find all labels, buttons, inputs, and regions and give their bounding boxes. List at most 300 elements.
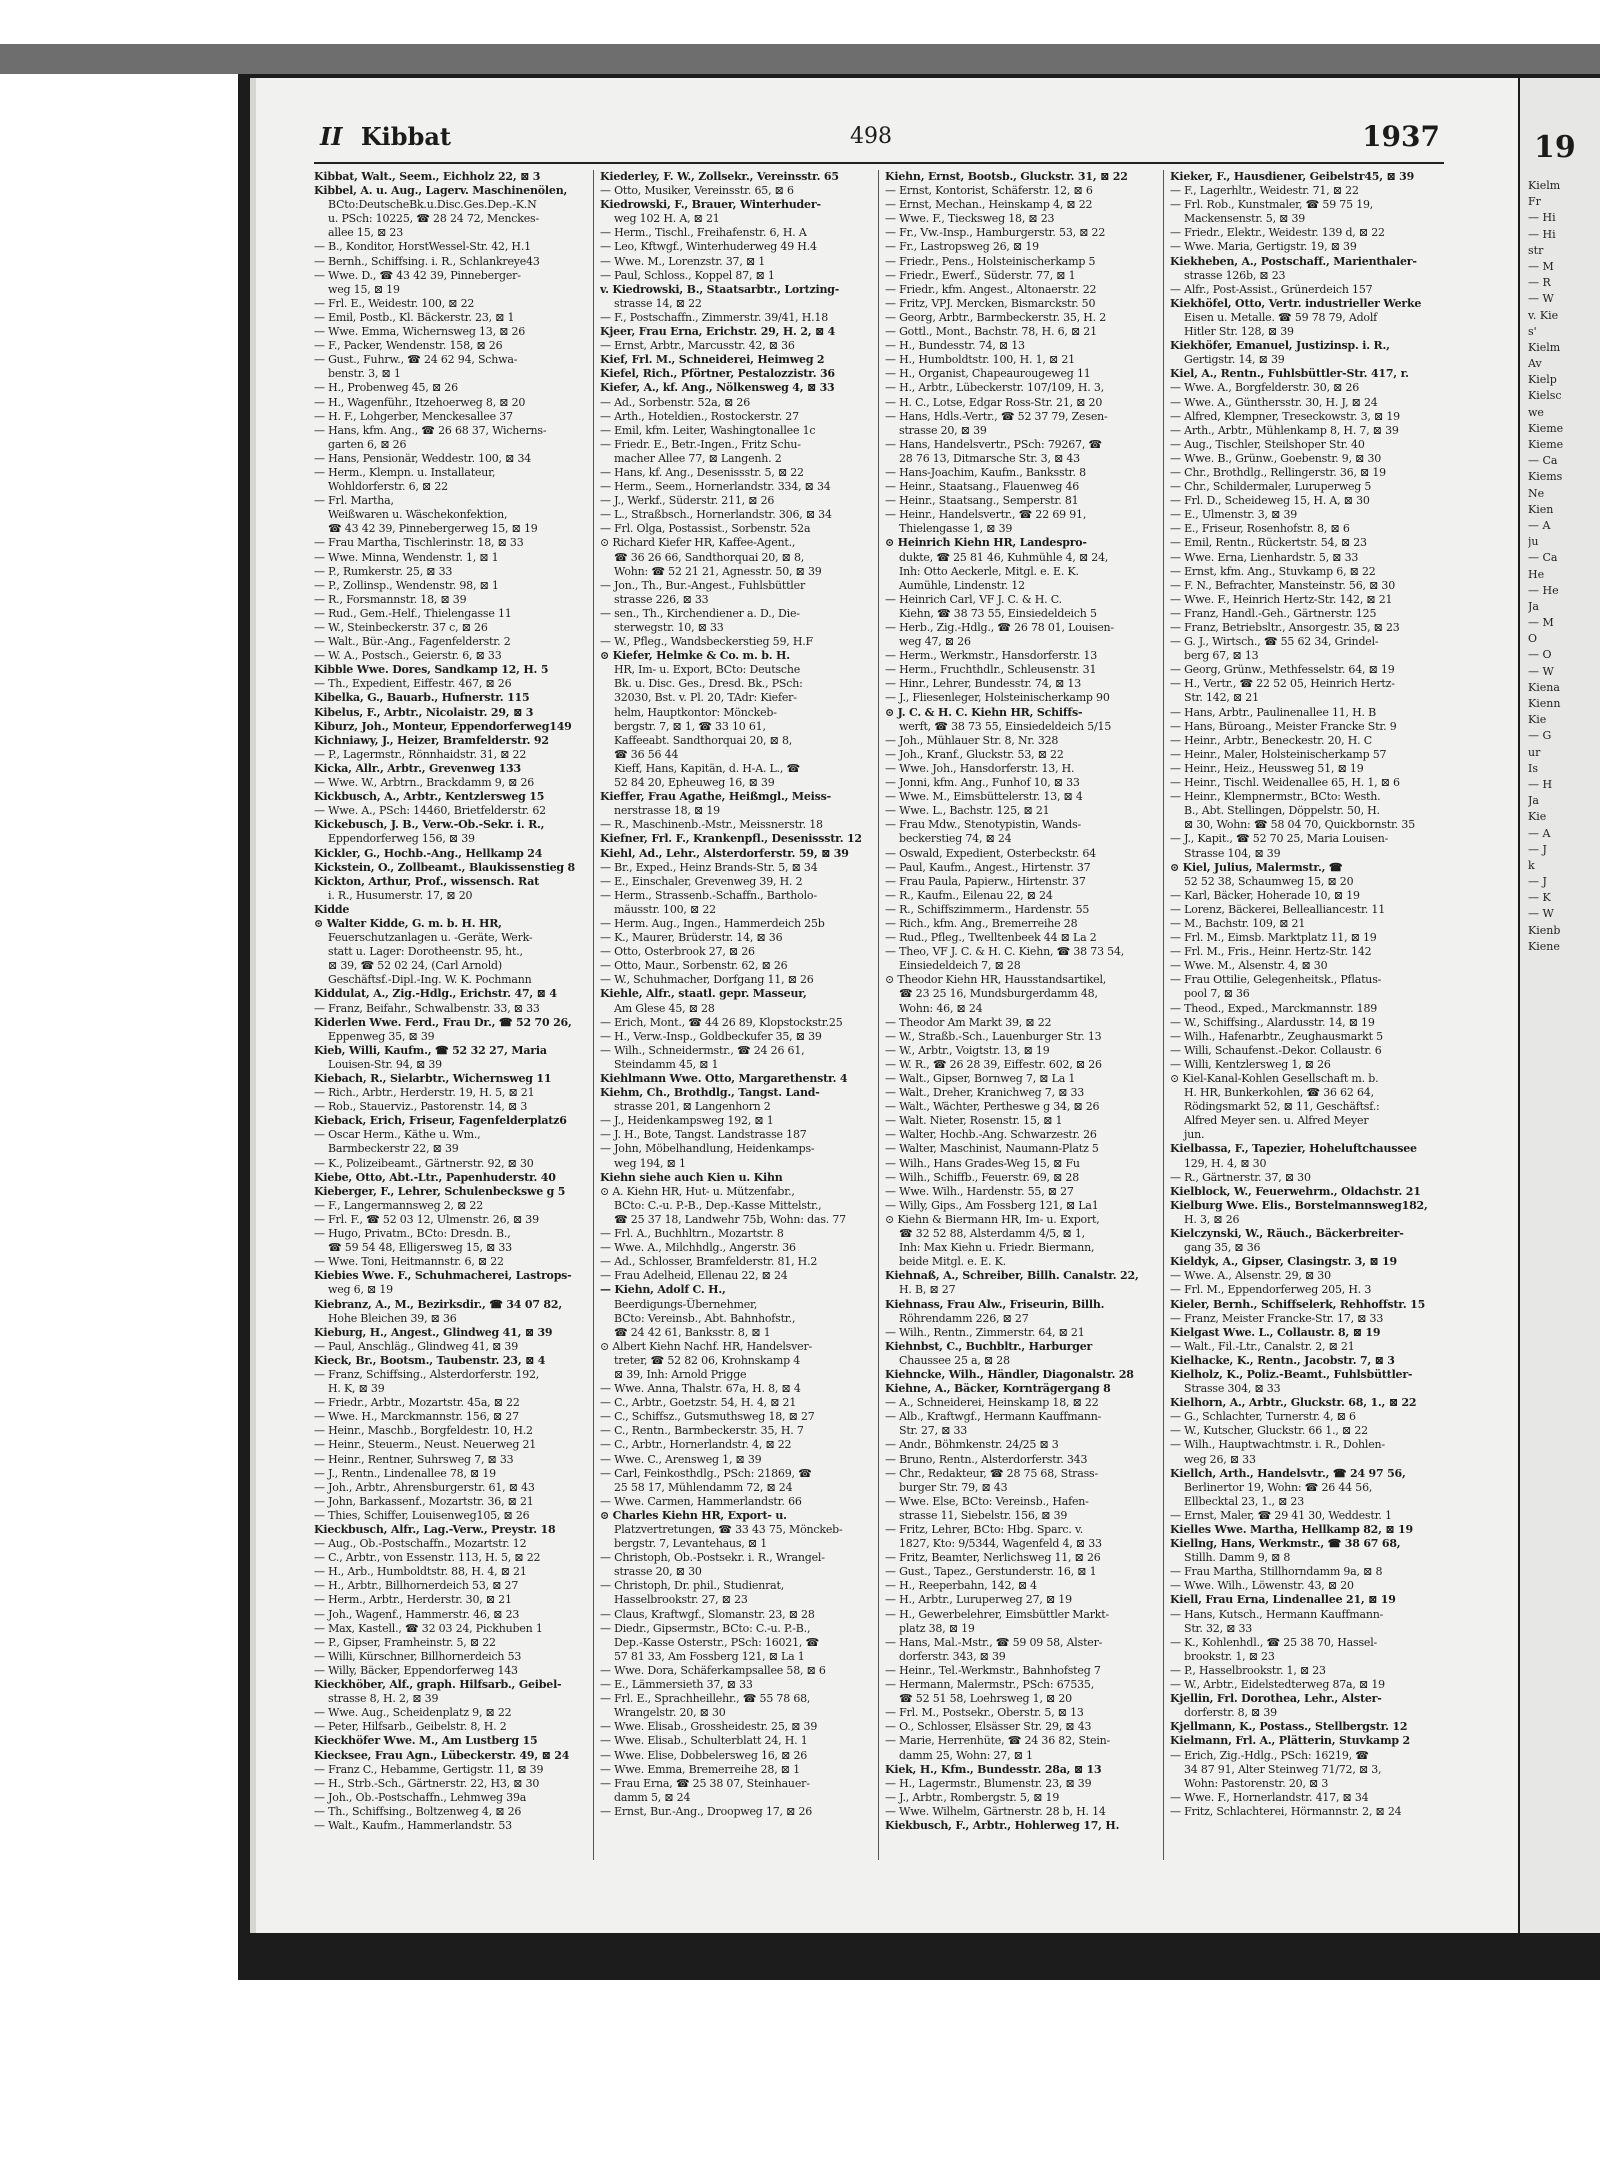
next-page-line: Kielm — [1528, 179, 1561, 192]
next-page-year-fragment: 19 — [1534, 130, 1576, 165]
directory-entry: Kiekheben, A., Postschaff., Marienthaler- — [1170, 254, 1417, 268]
directory-entry: strasse 126b, ⊠ 23 — [1184, 268, 1286, 282]
next-page-line: ju — [1528, 535, 1539, 549]
directory-entry: — Frau Adelheid, Ellenau 22, ⊠ 24 — [600, 1269, 788, 1283]
directory-entry: Kieff, Hans, Kapitän, d. H-A. L., ☎ — [614, 761, 801, 775]
directory-entry: Geschäftsf.-Dipl.-Ing. W. K. Pochmann — [328, 973, 532, 987]
directory-entry: — Wwe. A., Milchhdlg., Angerstr. 36 — [600, 1241, 796, 1255]
next-page-line: k — [1528, 858, 1535, 872]
directory-entry: Kiebies Wwe. F., Schuhmacherei, Lastrops- — [314, 1269, 572, 1283]
directory-entry: — H. C., Lotse, Edgar Ross-Str. 21, ⊠ 20 — [885, 395, 1103, 409]
directory-entry: — Wwe. C., Arensweg 1, ⊠ 39 — [600, 1452, 762, 1466]
directory-entry: ☎ 52 51 58, Loehrsweg 1, ⊠ 20 — [899, 1692, 1072, 1706]
directory-columns — [314, 170, 1444, 1870]
scan-left-margin — [0, 74, 238, 1980]
column-divider — [878, 170, 879, 1860]
directory-entry: Am Glese 45, ⊠ 28 — [614, 1001, 715, 1015]
directory-entry: — G. J., Wirtsch., ☎ 55 62 34, Grindel- — [1170, 635, 1379, 649]
next-page-line: — M — [1528, 616, 1554, 630]
directory-entry: — Joh., Ob.-Postschaffn., Lehmweg 39a — [314, 1790, 527, 1804]
directory-entry: Bk. u. Disc. Ges., Dresd. Bk., PSch: — [614, 677, 803, 691]
directory-entry: — P., Rumkerstr. 25, ⊠ 33 — [314, 564, 453, 578]
directory-entry: Eppendorferweg 156, ⊠ 39 — [328, 832, 475, 846]
directory-entry: — Franz, Schiffsing., Alsterdorferstr. 192, — [314, 1367, 540, 1381]
directory-entry: — Heinr., Rentner, Suhrsweg 7, ⊠ 33 — [314, 1452, 514, 1466]
directory-entry: ⊙ A. Kiehn HR, Hut- u. Mützenfabr., — [600, 1184, 795, 1198]
directory-entry: — Hans-Joachim, Kaufm., Banksstr. 8 — [885, 465, 1086, 479]
header-year: 1937 — [1362, 120, 1440, 153]
directory-entry: — Wilh., Rentn., Zimmerstr. 64, ⊠ 21 — [885, 1325, 1085, 1339]
directory-entry: — Fritz, Beamter, Nerlichsweg 11, ⊠ 26 — [885, 1551, 1101, 1565]
directory-entry: Berlinertor 19, Wohn: ☎ 26 44 56, — [1184, 1480, 1373, 1494]
directory-entry: sterwegstr. 10, ⊠ 33 — [614, 621, 724, 634]
directory-entry: — Andr., Böhmkenstr. 24/25 ⊠ 3 — [885, 1438, 1059, 1452]
directory-entry: — Wwe. Wilh., Hardenstr. 55, ⊠ 27 — [885, 1184, 1074, 1198]
directory-entry: — H. F., Lohgerber, Menckesallee 37 — [314, 409, 513, 423]
directory-entry: — Hans, kfm. Ang., ☎ 26 68 37, Wicherns- — [314, 423, 547, 437]
directory-entry: Kief, Frl. M., Schneiderei, Heimweg 2 — [600, 353, 825, 367]
next-page-line: — Ca — [1528, 551, 1558, 565]
directory-entry: — Walt., Dreher, Kranichweg 7, ⊠ 33 — [885, 1086, 1085, 1100]
next-page-line: Kielsc — [1528, 389, 1562, 403]
directory-entry: ⊙ J. C. & H. C. Kiehn HR, Schiffs- — [885, 705, 1083, 719]
directory-entry: — Alfr., Post-Assist., Grünerdeich 157 — [1170, 282, 1373, 296]
directory-entry: — Alb., Kraftwgf., Hermann Kauffmann- — [885, 1410, 1102, 1424]
directory-entry: — A., Schneiderei, Heinskamp 18, ⊠ 22 — [885, 1396, 1099, 1410]
directory-entry: Kielburg Wwe. Elis., Borstelmannsweg182, — [1170, 1198, 1428, 1212]
directory-entry: — P., Zollinsp., Wendenstr. 98, ⊠ 1 — [314, 578, 499, 592]
directory-entry: — Wwe. Wilh., Löwenstr. 43, ⊠ 20 — [1170, 1579, 1354, 1593]
directory-entry: — Frl. M., Postsekr., Oberstr. 5, ⊠ 13 — [885, 1706, 1084, 1720]
directory-entry: Stillh. Damm 9, ⊠ 8 — [1184, 1551, 1291, 1565]
directory-entry: — Frau Mdw., Stenotypistin, Wands- — [885, 818, 1082, 832]
directory-entry: helm, Hauptkontor: Mönckeb- — [614, 705, 777, 719]
directory-entry: — Franz, Handl.-Geh., Gärtnerstr. 125 — [1170, 606, 1377, 620]
directory-entry: strasse 8, H. 2, ⊠ 39 — [328, 1692, 439, 1706]
next-page-line: Kielm — [1528, 340, 1561, 354]
directory-entry: — Wwe. M., Eimsbüttelerstr. 13, ⊠ 4 — [885, 790, 1083, 804]
directory-entry: Rödingsmarkt 52, ⊠ 11, Geschäftsf.: — [1184, 1100, 1380, 1114]
directory-entry: — Wwe. L., Bachstr. 125, ⊠ 21 — [885, 804, 1050, 818]
directory-entry: — Wwe. Elisab., Grossheidestr. 25, ⊠ 39 — [600, 1720, 818, 1734]
directory-entry: — Diedr., Gipsermstr., BCto: C.-u. P.-B., — [600, 1621, 811, 1635]
directory-entry: Str. 32, ⊠ 33 — [1184, 1621, 1253, 1635]
directory-entry: — Herm., Strassenb.-Schaffn., Bartholo- — [600, 888, 817, 902]
directory-entry: — Heinrich Carl, VF J. C. & H. C. — [885, 592, 1062, 606]
directory-entry: — E., Friseur, Rosenhofstr. 8, ⊠ 6 — [1170, 522, 1350, 536]
directory-entry: — Wwe. Anna, Thalstr. 67a, H. 8, ⊠ 4 — [600, 1382, 801, 1396]
directory-entry: ⊙ Heinrich Kiehn HR, Landespro- — [885, 536, 1087, 550]
directory-entry: Kieldyk, A., Gipser, Clasingstr. 3, ⊠ 19 — [1170, 1255, 1397, 1269]
directory-entry: Str. 142, ⊠ 21 — [1184, 691, 1259, 705]
directory-entry: — Wwe. A., Borgfelderstr. 30, ⊠ 26 — [1170, 381, 1360, 395]
directory-entry: — Herm., Tischl., Freihafenstr. 6, H. A — [600, 226, 807, 240]
directory-entry: ⊙ Kiel-Kanal-Kohlen Gesellschaft m. b. — [1170, 1072, 1379, 1085]
directory-entry: mäusstr. 100, ⊠ 22 — [614, 902, 716, 916]
directory-entry: — Wwe. Carmen, Hammerlandstr. 66 — [600, 1494, 802, 1508]
directory-entry: jun. — [1184, 1128, 1205, 1142]
directory-entry: ☎ 36 26 66, Sandthorquai 20, ⊠ 8, — [614, 550, 805, 564]
directory-entry: — Wwe. Aug., Scheidenplatz 9, ⊠ 22 — [314, 1706, 512, 1720]
page-header — [320, 122, 1440, 162]
directory-entry: Kiekbusch, F., Arbtr., Hohlerweg 17, H. — [885, 1818, 1120, 1832]
directory-entry: H. K, ⊠ 39 — [328, 1382, 385, 1396]
directory-entry: — Bruno, Rentn., Alsterdorferstr. 343 — [885, 1452, 1088, 1466]
directory-entry: Kiebranz, A., M., Bezirksdir., ☎ 34 07 82, — [314, 1297, 562, 1311]
directory-entry: — Erich, Zig.-Hdlg., PSch: 16219, ☎ — [1170, 1748, 1369, 1762]
directory-entry: Kiellch, Arth., Handelsvtr., ☎ 24 97 56, — [1170, 1466, 1406, 1480]
directory-entry: — Frau Erna, ☎ 25 38 07, Steinhauer- — [600, 1776, 810, 1790]
directory-entry: — H., Reeperbahn, 142, ⊠ 4 — [885, 1579, 1037, 1593]
directory-entry: Kiehlmann Wwe. Otto, Margarethenstr. 4 — [600, 1072, 848, 1085]
directory-entry: dorferstr. 343, ⊠ 39 — [899, 1649, 1006, 1663]
directory-entry: — C., Schiffsz., Gutsmuthsweg 18, ⊠ 27 — [600, 1410, 815, 1424]
directory-column-4 — [1170, 170, 1442, 1870]
directory-entry: Kieck, Br., Bootsm., Taubenstr. 23, ⊠ 4 — [314, 1353, 546, 1367]
directory-entry: Kieffer, Frau Agathe, Heißmgl., Meiss- — [600, 790, 831, 804]
directory-entry: benstr. 3, ⊠ 1 — [328, 367, 401, 381]
next-page-line: — Hi — [1528, 227, 1556, 241]
directory-entry: — W., Arbtr., Eidelstedterweg 87a, ⊠ 19 — [1170, 1678, 1385, 1692]
directory-entry: — H., Humboldtstr. 100, H. 1, ⊠ 21 — [885, 353, 1075, 367]
directory-entry: Kiek, H., Kfm., Bundesstr. 28a, ⊠ 13 — [885, 1762, 1102, 1776]
directory-entry: ☎ 43 42 39, Pinnebergerweg 15, ⊠ 19 — [328, 522, 538, 536]
directory-entry: — H., Organist, Chapeaurougeweg 11 — [885, 367, 1091, 381]
directory-entry: Einsiedeldeich 7, ⊠ 28 — [899, 959, 1021, 973]
directory-entry: — O., Schlosser, Elsässer Str. 29, ⊠ 43 — [885, 1720, 1092, 1734]
directory-entry: — W., Arbtr., Voigtstr. 13, ⊠ 19 — [885, 1043, 1050, 1057]
directory-entry: Kibbel, A. u. Aug., Lagerv. Maschinenölen, — [314, 184, 568, 198]
directory-entry: gang 35, ⊠ 36 — [1184, 1241, 1261, 1255]
directory-entry: — Friedr., Ewerf., Süderstr. 77, ⊠ 1 — [885, 268, 1076, 282]
directory-entry: — Wwe. Elisab., Schulterblatt 24, H. 1 — [600, 1734, 808, 1748]
directory-entry: — Herm., Fruchthdlr., Schleusenstr. 31 — [885, 663, 1097, 677]
directory-entry: — C., Rentn., Barmbeckerstr. 35, H. 7 — [600, 1424, 804, 1438]
directory-entry: Kiehnass, Frau Alw., Friseurin, Billh. — [885, 1297, 1105, 1311]
directory-column-2 — [600, 170, 872, 1870]
directory-entry: — Ad., Schlosser, Bramfelderstr. 81, H.2 — [600, 1255, 818, 1269]
next-page-line: — A — [1528, 826, 1551, 840]
directory-entry: Mackensenstr. 5, ⊠ 39 — [1184, 212, 1306, 226]
directory-entry: — Hinr., Lehrer, Bundesstr. 74, ⊠ 13 — [885, 677, 1081, 691]
directory-entry: Kiellng, Hans, Werkmstr., ☎ 38 67 68, — [1170, 1537, 1401, 1551]
directory-entry: Aumühle, Lindenstr. 12 — [899, 578, 1025, 592]
directory-entry: — Wwe. Emma, Wichernsweg 13, ⊠ 26 — [314, 325, 526, 339]
directory-entry: — W., Straßb.-Sch., Lauenburger Str. 13 — [885, 1029, 1102, 1043]
directory-entry: — Frl. Rob., Kunstmaler, ☎ 59 75 19, — [1170, 198, 1374, 212]
directory-entry: — K., Polizeibeamt., Gärtnerstr. 92, ⊠ 30 — [314, 1156, 534, 1170]
directory-entry: — F., Lagerhltr., Weidestr. 71, ⊠ 22 — [1170, 184, 1359, 198]
directory-entry: Kickebusch, J. B., Verw.-Ob.-Sekr. i. R., — [314, 818, 545, 832]
directory-entry: Kiel, A., Rentn., Fuhlsbüttler-Str. 417, r. — [1170, 367, 1409, 381]
directory-entry: — Willi, Schaufenst.-Dekor. Collaustr. 6 — [1170, 1043, 1382, 1057]
directory-entry: Kieckhöber, Alf., graph. Hilfsarb., Geibel- — [314, 1678, 562, 1692]
directory-entry: Kiehn, ☎ 38 73 55, Einsiedeldeich 5 — [899, 606, 1097, 620]
directory-entry: — R., Kaufm., Eilenau 22, ⊠ 24 — [885, 888, 1053, 902]
directory-entry: — J., Kapit., ☎ 52 70 25, Maria Louisen- — [1170, 832, 1389, 846]
directory-entry: Kielhacke, K., Rentn., Jacobstr. 7, ⊠ 3 — [1170, 1353, 1395, 1367]
next-page-line: — R — [1528, 276, 1551, 290]
directory-entry: — Wwe. M., Alsenstr. 4, ⊠ 30 — [1170, 959, 1328, 973]
directory-entry: — Friedr., Elektr., Weidestr. 139 d, ⊠ 22 — [1170, 226, 1385, 240]
directory-entry: — Chr., Redakteur, ☎ 28 75 68, Strass- — [885, 1466, 1099, 1480]
directory-entry: — Willi, Kentzlersweg 1, ⊠ 26 — [1170, 1057, 1331, 1071]
directory-entry: strasse 20, ⊠ 30 — [614, 1565, 702, 1579]
directory-entry: Thielengasse 1, ⊠ 39 — [899, 522, 1013, 536]
directory-entry: — Aug., Ob.-Postschaffn., Mozartstr. 12 — [314, 1537, 527, 1551]
directory-entry: Kiderlen Wwe. Ferd., Frau Dr., ☎ 52 70 26, — [314, 1015, 572, 1029]
directory-entry: — Max, Kastell., ☎ 32 03 24, Pickhuben 1 — [314, 1621, 543, 1635]
directory-entry: — Rich., Arbtr., Herderstr. 19, H. 5, ⊠ 21 — [314, 1086, 535, 1100]
next-page-line: — G — [1528, 729, 1552, 743]
next-page-lines — [1528, 178, 1600, 955]
directory-entry: — Arth., Hoteldien., Rostockerstr. 27 — [600, 409, 799, 423]
directory-entry: — Christoph, Ob.-Postsekr. i. R., Wrangel- — [600, 1551, 825, 1565]
directory-entry: Röhrendamm 226, ⊠ 27 — [899, 1311, 1029, 1325]
directory-entry: — Frl. F., ☎ 52 03 12, Ulmenstr. 26, ⊠ 39 — [314, 1212, 539, 1226]
next-page-line: we — [1528, 405, 1544, 419]
next-page-line: Fr — [1528, 195, 1541, 209]
directory-entry: ☎ 59 54 48, Elligersweg 15, ⊠ 33 — [328, 1241, 512, 1255]
directory-entry: — H., Wagenführ., Itzehoerweg 8, ⊠ 20 — [314, 395, 526, 409]
directory-entry: — Wwe. Else, BCto: Vereinsb., Hafen- — [885, 1494, 1089, 1508]
directory-entry: — Wwe. A., Günthersstr. 30, H. J, ⊠ 24 — [1170, 395, 1378, 409]
directory-entry: 52 52 38, Schaumweg 15, ⊠ 20 — [1184, 874, 1354, 888]
directory-entry: ☎ 36 56 44 — [614, 747, 679, 761]
directory-entry: — Wwe. Elise, Dobbelersweg 16, ⊠ 26 — [600, 1748, 808, 1762]
directory-entry: — E., Ulmenstr. 3, ⊠ 39 — [1170, 508, 1298, 522]
directory-entry: Kielblock, W., Feuerwehrm., Oldachstr. 21 — [1170, 1184, 1421, 1198]
directory-entry: platz 38, ⊠ 19 — [899, 1621, 975, 1635]
directory-entry: Hitler Str. 128, ⊠ 39 — [1184, 325, 1294, 339]
directory-entry: ⊙ Kiel, Julius, Malermstr., ☎ — [1170, 860, 1343, 874]
directory-entry: Kiehne, A., Bäcker, Kornträgergang 8 — [885, 1382, 1111, 1396]
directory-entry: — Leo, Kftwgf., Winterhuderweg 49 H.4 — [600, 240, 817, 254]
directory-entry: Kjeer, Frau Erna, Erichstr. 29, H. 2, ⊠ 4 — [600, 325, 836, 339]
directory-entry: — Paul, Anschläg., Glindweg 41, ⊠ 39 — [314, 1339, 518, 1353]
next-page-line: Kiems — [1528, 470, 1563, 484]
directory-entry: — Wwe. H., Marckmannstr. 156, ⊠ 27 — [314, 1410, 519, 1424]
directory-entry: — Frl. Martha, — [314, 494, 394, 508]
directory-entry: Dep.-Kasse Osterstr., PSch: 16021, ☎ — [614, 1635, 819, 1649]
directory-entry: Chaussee 25 a, ⊠ 28 — [899, 1353, 1010, 1367]
directory-entry: — Wwe. W., Arbtrn., Brackdamm 9, ⊠ 26 — [314, 776, 535, 790]
directory-entry: — C., Arbtr., von Essenstr. 113, H. 5, ⊠ 22 — [314, 1551, 541, 1565]
directory-entry: pool 7, ⊠ 36 — [1184, 987, 1250, 1001]
directory-entry: Kieckhöfer Wwe. M., Am Lustberg 15 — [314, 1734, 538, 1748]
directory-entry: — Hermann, Malermstr., PSch: 67535, — [885, 1678, 1095, 1692]
directory-entry: statt u. Lager: Dorotheenstr. 95, ht., — [328, 945, 523, 959]
directory-entry: Kiburz, Joh., Monteur, Eppendorferweg149 — [314, 719, 572, 733]
directory-entry: — Theod., Exped., Marckmannstr. 189 — [1170, 1001, 1378, 1015]
directory-entry: strasse 11, Siebelstr. 156, ⊠ 39 — [899, 1508, 1068, 1522]
directory-entry: — Fritz, VPJ. Mercken, Bismarckstr. 50 — [885, 296, 1096, 310]
directory-entry: — Wwe. Toni, Heitmannstr. 6, ⊠ 22 — [314, 1255, 504, 1269]
directory-entry: — Heinr., Maschb., Borgfeldestr. 10, H.2 — [314, 1424, 533, 1438]
directory-entry: — G., Schlachter, Turnerstr. 4, ⊠ 6 — [1170, 1410, 1356, 1424]
directory-entry: — Wilh., Schiffb., Feuerstr. 69, ⊠ 28 — [885, 1170, 1079, 1184]
directory-entry: bergstr. 7, Levantehaus, ⊠ 1 — [614, 1537, 768, 1551]
directory-entry: — Paul, Schloss., Koppel 87, ⊠ 1 — [600, 268, 775, 282]
directory-entry: — Bernh., Schiffsing. i. R., Schlankreye43 — [314, 254, 540, 268]
directory-entry: Kichniawy, J., Heizer, Bramfelderstr. 92 — [314, 733, 549, 747]
directory-entry: — J. H., Bote, Tangst. Landstrasse 187 — [600, 1128, 807, 1142]
directory-entry: — Hans, Pensionär, Weddestr. 100, ⊠ 34 — [314, 451, 532, 465]
directory-entry: — Walter, Hochb.-Ang. Schwarzestr. 26 — [885, 1128, 1097, 1142]
directory-entry: ⊙ Kiehn & Biermann HR, Im- u. Export, — [885, 1212, 1100, 1226]
next-page-line: v. Kie — [1528, 308, 1559, 322]
directory-entry: — Emil, Postb., Kl. Bäckerstr. 23, ⊠ 1 — [314, 310, 515, 324]
directory-entry: Kieb, Willi, Kaufm., ☎ 52 32 27, Maria — [314, 1043, 547, 1057]
directory-entry: H. 3, ⊠ 26 — [1184, 1212, 1240, 1226]
directory-entry: damm 5, ⊠ 24 — [614, 1790, 691, 1804]
directory-entry: ⊠ 39, Inh: Arnold Prigge — [614, 1367, 747, 1381]
directory-entry: — Hugo, Privatm., BCto: Dresdn. B., — [314, 1227, 511, 1241]
directory-entry: — Jonni, kfm. Ang., Funhof 10, ⊠ 33 — [885, 776, 1080, 790]
directory-entry: — Joh., Kranf., Gluckstr. 53, ⊠ 22 — [885, 747, 1064, 761]
directory-entry: — Walt., Bür.-Ang., Fagenfelderstr. 2 — [314, 635, 511, 649]
directory-entry: Eppenweg 35, ⊠ 39 — [328, 1029, 435, 1043]
next-page-line: — K — [1528, 891, 1551, 905]
directory-entry: — L., Straßbsch., Hornerlandstr. 306, ⊠ 34 — [600, 508, 832, 522]
directory-entry: — H., Strb.-Sch., Gärtnerstr. 22, H3, ⊠ 30 — [314, 1776, 540, 1790]
directory-entry: — Wwe. Minna, Wendenstr. 1, ⊠ 1 — [314, 550, 499, 564]
directory-entry: Kidde — [314, 902, 350, 916]
directory-entry: — Wwe. A., Alsenstr. 29, ⊠ 30 — [1170, 1269, 1331, 1283]
directory-entry: — Wwe. A., PSch: 14460, Brietfelderstr. 62 — [314, 804, 546, 818]
directory-entry: BCto:DeutscheBk.u.Disc.Ges.Dep.-K.N — [328, 198, 537, 212]
directory-entry: ☎ 32 52 88, Alsterdamm 4/5, ⊠ 1, — [899, 1227, 1085, 1241]
directory-entry: — Heinr., Maler, Holsteinischerkamp 57 — [1170, 747, 1387, 761]
directory-entry: — Herm., Werkmstr., Hansdorferstr. 13 — [885, 649, 1098, 663]
next-page-line: Kienb — [1528, 923, 1561, 937]
directory-entry: — Franz C., Hebamme, Gertigstr. 11, ⊠ 39 — [314, 1762, 544, 1776]
directory-entry: — Frl. M., Eimsb. Marktplatz 11, ⊠ 19 — [1170, 931, 1377, 945]
directory-entry: Kiehncke, Wilh., Händler, Diagonalstr. 28 — [885, 1367, 1134, 1381]
directory-entry: ⊙ Charles Kiehn HR, Export- u. — [600, 1508, 787, 1522]
directory-entry: — Oscar Herm., Käthe u. Wm., — [314, 1128, 481, 1142]
directory-entry: — W., Schiffsing., Alardusstr. 14, ⊠ 19 — [1170, 1015, 1375, 1029]
directory-entry: — Friedr., Pens., Holsteinischerkamp 5 — [885, 254, 1096, 268]
directory-entry: ⊠ 39, ☎ 52 02 24, (Carl Arnold) — [328, 959, 502, 973]
directory-entry: — Walt., Gipser, Bornweg 7, ⊠ La 1 — [885, 1072, 1076, 1085]
directory-entry: Kiddulat, A., Zig.-Hdlg., Erichstr. 47, ⊠ 4 — [314, 987, 557, 1001]
directory-entry: 1827, Kto: 9/5344, Wagenfeld 4, ⊠ 33 — [899, 1537, 1102, 1551]
next-page-line: Is — [1528, 761, 1538, 775]
directory-entry: — Heinr., Tischl. Weidenallee 65, H. 1, ⊠ 6 — [1170, 776, 1400, 790]
directory-entry: — Herm., Arbtr., Herderstr. 30, ⊠ 21 — [314, 1593, 512, 1607]
directory-entry: v. Kiedrowski, B., Staatsarbtr., Lortzing- — [600, 282, 840, 296]
directory-entry: — Frl. E., Sprachheillehr., ☎ 55 78 68, — [600, 1692, 811, 1706]
directory-entry: Hohe Bleichen 39, ⊠ 36 — [328, 1311, 457, 1325]
next-page-line: — Ca — [1528, 454, 1558, 468]
directory-entry: — Franz, Betriebsltr., Ansorgestr. 35, ⊠ 23 — [1170, 621, 1400, 634]
directory-entry: — Wwe. B., Grünw., Goebenstr. 9, ⊠ 30 — [1170, 451, 1382, 465]
directory-entry: 32030, Bst. v. Pl. 20, TAdr: Kiefer- — [614, 691, 797, 705]
next-page-line: — W — [1528, 664, 1554, 678]
directory-entry: Kiehnbst, C., Buchbltr., Harburger — [885, 1339, 1093, 1353]
directory-entry: — Fr., Vw.-Insp., Hamburgerstr. 53, ⊠ 22 — [885, 226, 1106, 240]
directory-entry: Kiedrowski, F., Brauer, Winterhuder- — [600, 198, 821, 212]
directory-entry: — Br., Exped., Heinz Brands-Str. 5, ⊠ 34 — [600, 860, 818, 874]
directory-entry: — Ernst, Mechan., Heinskamp 4, ⊠ 22 — [885, 198, 1093, 212]
directory-entry: ⊙ Walter Kidde, G. m. b. H. HR, — [314, 916, 502, 930]
next-page-line: Av — [1528, 357, 1542, 371]
directory-entry: weg 47, ⊠ 26 — [899, 635, 971, 649]
directory-entry: 52 84 20, Epheuweg 16, ⊠ 39 — [614, 776, 775, 790]
directory-column-3 — [885, 170, 1157, 1870]
directory-entry: — Frl. E., Weidestr. 100, ⊠ 22 — [314, 296, 475, 310]
directory-entry: Kielmann, Frl. A., Plätterin, Stuvkamp 2 — [1170, 1734, 1410, 1748]
next-page-line: — M — [1528, 259, 1554, 273]
directory-entry: Wohn: 46, ⊠ 24 — [899, 1001, 983, 1015]
directory-entry: — Lorenz, Bäckerei, Bellealliancestr. 11 — [1170, 902, 1385, 916]
header-keyword: Kibbat — [360, 122, 451, 151]
directory-entry: — Hans, Arbtr., Paulinenallee 11, H. B — [1170, 705, 1377, 719]
next-page-line: Kiena — [1528, 680, 1560, 694]
next-page-line: Ja — [1528, 794, 1539, 808]
directory-entry: — Herm., Klempn. u. Installateur, — [314, 465, 496, 479]
directory-entry: 34 87 91, Alter Steinweg 71/72, ⊠ 3, — [1184, 1762, 1382, 1776]
directory-entry: — Georg, Arbtr., Barmbeckerstr. 35, H. 2 — [885, 310, 1107, 324]
directory-entry: — M., Bachstr. 109, ⊠ 21 — [1170, 916, 1306, 930]
directory-entry: garten 6, ⊠ 26 — [328, 437, 407, 451]
directory-entry: — Erich, Mont., ☎ 44 26 89, Klopstockstr.25 — [600, 1015, 843, 1029]
directory-entry: — Heinr., Heiz., Heussweg 51, ⊠ 19 — [1170, 761, 1364, 775]
directory-entry: — Friedr., kfm. Angest., Altonaerstr. 22 — [885, 282, 1097, 296]
directory-entry: — Peter, Hilfsarb., Geibelstr. 8, H. 2 — [314, 1720, 507, 1734]
directory-entry: Kiehn siehe auch Kien u. Kihn — [600, 1170, 783, 1184]
directory-entry: — Wwe. Maria, Gertigstr. 19, ⊠ 39 — [1170, 240, 1357, 254]
directory-entry: Kieburg, H., Angest., Glindweg 41, ⊠ 39 — [314, 1325, 553, 1339]
directory-entry: — Rud., Gem.-Helf., Thielengasse 11 — [314, 606, 512, 620]
next-page-line: — J — [1528, 875, 1547, 889]
directory-entry: Kiefer, A., kf. Ang., Nölkensweg 4, ⊠ 33 — [600, 381, 835, 395]
directory-entry: — Rich., kfm. Ang., Bremerreihe 28 — [885, 916, 1078, 930]
directory-entry: ☎ 24 42 61, Banksstr. 8, ⊠ 1 — [614, 1325, 771, 1339]
directory-entry: Kjellmann, K., Postass., Stellbergstr. 12 — [1170, 1720, 1408, 1734]
directory-entry: — H., Probenweg 45, ⊠ 26 — [314, 381, 458, 395]
directory-entry: — Hans, Büroang., Meister Francke Str. 9 — [1170, 719, 1397, 733]
directory-entry: — K., Kohlenhdl., ☎ 25 38 70, Hassel- — [1170, 1635, 1378, 1649]
directory-entry: — Chr., Schildermaler, Luruperweg 5 — [1170, 480, 1372, 494]
directory-entry: — H., Bundesstr. 74, ⊠ 13 — [885, 339, 1025, 353]
directory-entry: Kieberger, F., Lehrer, Schulenbeckswe g 5 — [314, 1184, 566, 1198]
directory-entry: — Rob., Stauerviz., Pastorenstr. 14, ⊠ 3 — [314, 1100, 528, 1114]
directory-entry: Louisen-Str. 94, ⊠ 39 — [328, 1057, 442, 1071]
directory-entry: Kieker, F., Hausdiener, Geibelstr45, ⊠ 39 — [1170, 170, 1415, 183]
directory-entry: — Wilh., Schneidermstr., ☎ 24 26 61, — [600, 1043, 805, 1057]
directory-entry: 25 58 17, Mühlendamm 72, ⊠ 24 — [614, 1480, 793, 1494]
directory-entry: — C., Arbtr., Hornerlandstr. 4, ⊠ 22 — [600, 1438, 792, 1452]
directory-entry: Kickstein, O., Zollbeamt., Blaukissenstieg 8 — [314, 860, 575, 874]
directory-entry: — Carl, Feinkosthdlg., PSch: 21869, ☎ — [600, 1466, 812, 1480]
directory-entry: — K., Maurer, Brüderstr. 14, ⊠ 36 — [600, 931, 783, 945]
directory-entry: — Friedr., Arbtr., Mozartstr. 45a, ⊠ 22 — [314, 1396, 520, 1410]
directory-entry: — Frl. M., Fris., Heinr. Hertz-Str. 142 — [1170, 945, 1372, 959]
directory-entry: weg 15, ⊠ 19 — [328, 282, 400, 296]
directory-entry: ☎ 23 25 16, Mundsburgerdamm 48, — [899, 987, 1098, 1001]
directory-entry: — Frau Martha, Stillhorndamm 9a, ⊠ 8 — [1170, 1565, 1383, 1579]
directory-entry: — Gust., Fuhrw., ☎ 24 62 94, Schwa- — [314, 353, 518, 367]
directory-entry: Kibelka, G., Bauarb., Hufnerstr. 115 — [314, 691, 530, 705]
directory-entry: — Georg, Grünw., Methfesselstr. 64, ⊠ 19 — [1170, 663, 1395, 677]
directory-entry: Wohldorferstr. 6, ⊠ 22 — [328, 480, 448, 494]
directory-entry: — W., Pfleg., Wandsbeckerstieg 59, H.F — [600, 635, 813, 649]
directory-entry: — Wilh., Hans Grades-Weg 15, ⊠ Fu — [885, 1156, 1080, 1170]
next-page-line: Kien — [1528, 502, 1554, 516]
directory-entry: — Emil, kfm. Leiter, Washingtonallee 1c — [600, 423, 816, 437]
